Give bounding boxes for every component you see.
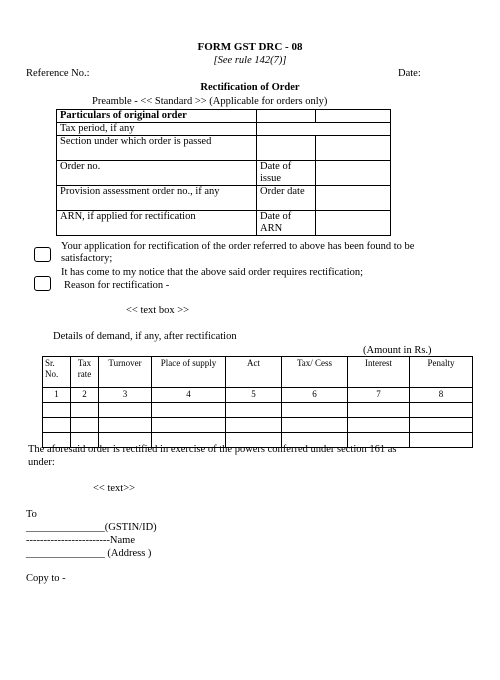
col-number: 2 xyxy=(71,388,99,403)
demand-caption: Details of demand, if any, after rectification xyxy=(53,331,237,342)
order-title: Rectification of Order xyxy=(200,82,300,93)
order-date-label: Order date xyxy=(257,186,316,211)
col-number: 4 xyxy=(152,388,226,403)
address-line: _______________ (Address ) xyxy=(26,548,152,559)
text-placeholder[interactable]: << text>> xyxy=(93,483,136,494)
gstin-line: _______________(GSTIN/ID) xyxy=(26,522,157,533)
col-number: 3 xyxy=(99,388,152,403)
table-cell[interactable] xyxy=(282,418,348,433)
name-line: ------------------------Name xyxy=(26,535,135,546)
section-value[interactable] xyxy=(257,136,316,161)
table-cell[interactable] xyxy=(348,418,410,433)
to-label: To xyxy=(26,509,37,520)
col-turnover: Turnover xyxy=(99,357,152,388)
col-number: 6 xyxy=(282,388,348,403)
col-interest: Interest xyxy=(348,357,410,388)
option-satisfactory-text: Your application for rectification of the order referred to above has been found to be xyxy=(61,241,415,252)
tax-period-label: Tax period, if any xyxy=(57,123,257,136)
table-cell[interactable] xyxy=(43,418,71,433)
col-sr-no: Sr. No. xyxy=(43,357,71,388)
amount-note: (Amount in Rs.) xyxy=(363,345,432,356)
date-of-arn-label: Date of ARN xyxy=(257,211,316,236)
text-box-placeholder[interactable]: << text box >> xyxy=(126,305,190,316)
date-of-arn-value[interactable] xyxy=(316,211,391,236)
date-of-issue-value[interactable] xyxy=(316,161,391,186)
reference-no-label: Reference No.: xyxy=(26,68,90,79)
demand-table xyxy=(42,356,473,448)
option-notice-checkbox[interactable] xyxy=(34,276,51,291)
form-title: FORM GST DRC - 08 xyxy=(197,41,303,53)
table-cell[interactable] xyxy=(152,403,226,418)
rectified-statement-cont: under: xyxy=(28,457,55,468)
order-date-value[interactable] xyxy=(316,186,391,211)
col-number: 5 xyxy=(226,388,282,403)
table-cell[interactable] xyxy=(99,403,152,418)
table-cell[interactable] xyxy=(348,403,410,418)
col-place-of-supply: Place of supply xyxy=(152,357,226,388)
table-cell[interactable] xyxy=(99,418,152,433)
col-number: 1 xyxy=(43,388,71,403)
table-cell[interactable] xyxy=(152,418,226,433)
table-cell[interactable] xyxy=(410,418,473,433)
table-cell[interactable] xyxy=(43,403,71,418)
section-label: Section under which order is passed xyxy=(57,136,257,161)
particulars-heading: Particulars of original order xyxy=(57,110,257,123)
col-tax-rate: Tax rate xyxy=(71,357,99,388)
table-cell[interactable] xyxy=(282,403,348,418)
arn-label: ARN, if applied for rectification xyxy=(57,211,257,236)
col-penalty: Penalty xyxy=(410,357,473,388)
copy-to-label: Copy to - xyxy=(26,573,66,584)
table-cell[interactable] xyxy=(71,418,99,433)
table-cell[interactable] xyxy=(410,403,473,418)
table-cell[interactable] xyxy=(226,403,282,418)
date-label: Date: xyxy=(398,68,421,79)
table-cell[interactable] xyxy=(226,418,282,433)
col-number: 7 xyxy=(348,388,410,403)
option-notice-text: It has come to my notice that the above said order requires rectification; xyxy=(61,267,364,278)
reason-label: Reason for rectification - xyxy=(64,280,170,291)
tax-period-value[interactable] xyxy=(257,123,391,136)
col-tax-cess: Tax/ Cess xyxy=(282,357,348,388)
option-satisfactory-checkbox[interactable] xyxy=(34,247,51,262)
provision-label: Provision assessment order no., if any xyxy=(57,186,257,211)
order-no-label: Order no. xyxy=(57,161,257,186)
section-extra[interactable] xyxy=(316,136,391,161)
table-cell[interactable] xyxy=(71,403,99,418)
rule-reference: [See rule 142(7)] xyxy=(213,55,287,66)
option-satisfactory-text-cont: satisfactory; xyxy=(61,253,113,264)
col-act: Act xyxy=(226,357,282,388)
table-cell[interactable] xyxy=(410,433,473,448)
preamble: Preamble - << Standard >> (Applicable for orders only) xyxy=(92,96,328,107)
particulars-table xyxy=(56,109,391,236)
rectified-statement: The aforesaid order is rectified in exercise of the powers conferred under section 161 as xyxy=(28,444,397,455)
date-of-issue-label: Date of issue xyxy=(257,161,316,186)
col-number: 8 xyxy=(410,388,473,403)
